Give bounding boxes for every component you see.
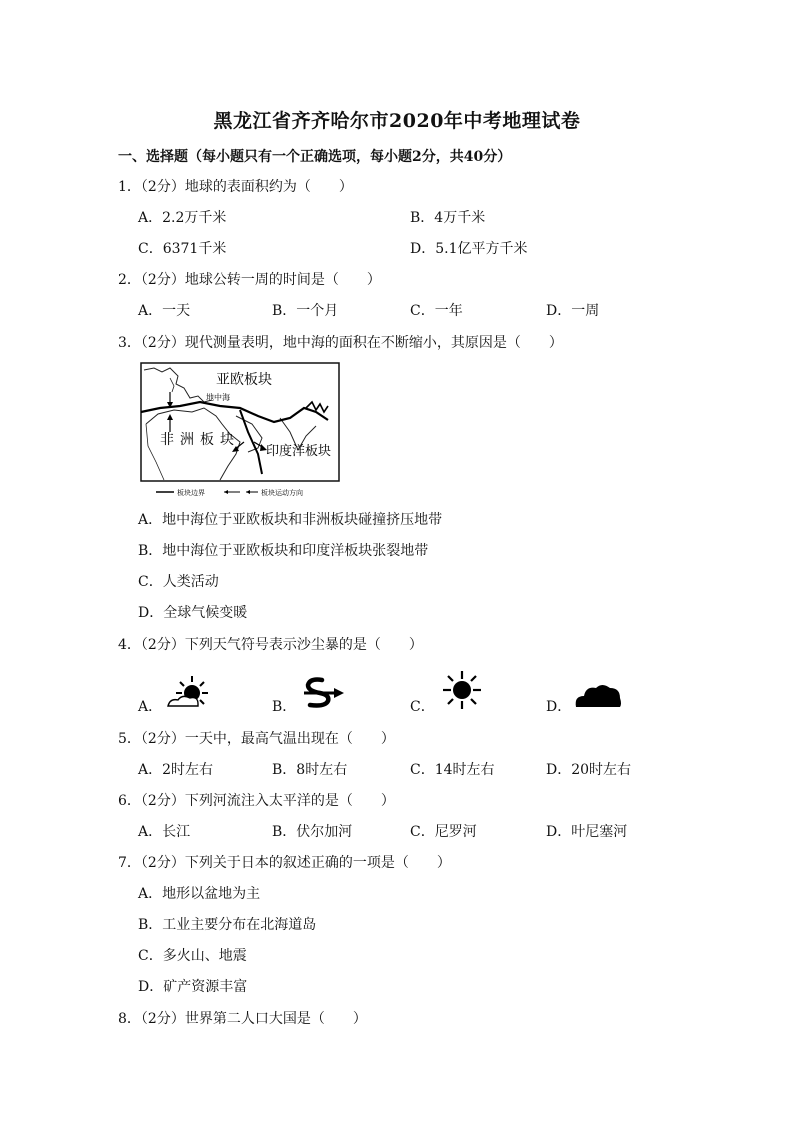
q3-option-c[interactable]: C．人类活动 — [138, 574, 219, 590]
question-6: 6．（2分）下列河流注入太平洋的是（ ） — [118, 793, 395, 809]
label-indian-ocean-plate: 印度洋板块 — [266, 444, 332, 459]
question-2: 2．（2分）地球公转一周的时间是（ ） — [118, 272, 381, 288]
question-5: 5．（2分）一天中，最高气温出现在（ ） — [118, 731, 395, 747]
q4-option-c[interactable]: C． — [410, 699, 435, 715]
question-7: 7．（2分）下列关于日本的叙述正确的一项是（ ） — [118, 855, 451, 871]
q3-option-a[interactable]: A．地中海位于亚欧板块和非洲板块碰撞挤压地带 — [138, 512, 443, 528]
section-heading: 一、选择题（每小题只有一个正确选项，每小题2分，共40分） — [118, 149, 512, 165]
label-eurasian-plate: 亚欧板块 — [216, 372, 272, 388]
q2-option-c[interactable]: C．一年 — [410, 303, 463, 319]
sun-behind-cloud-icon — [164, 674, 212, 712]
q2-option-b[interactable]: B．一个月 — [272, 303, 339, 319]
q7-option-b[interactable]: B．工业主要分布在北海道岛 — [138, 917, 317, 933]
label-african-plate: 非洲板块 — [160, 432, 240, 448]
question-8: 8．（2分）世界第二人口大国是（ ） — [118, 1011, 367, 1027]
q6-option-c[interactable]: C．尼罗河 — [410, 824, 477, 840]
q1-option-a[interactable]: A．2.2万千米 — [138, 210, 227, 226]
plate-map — [140, 362, 340, 497]
q7-option-d[interactable]: D．矿产资源丰富 — [138, 979, 248, 995]
legend-plate-boundary: 板块边界 — [177, 489, 205, 497]
q1-option-b[interactable]: B．4万千米 — [410, 210, 486, 226]
q1-option-d[interactable]: D．5.1亿平方千米 — [410, 241, 528, 257]
q4-option-a[interactable]: A． — [138, 699, 163, 715]
page-title: 黑龙江省齐齐哈尔市2020年中考地理试卷 — [213, 110, 581, 132]
question-4: 4．（2分）下列天气符号表示沙尘暴的是（ ） — [118, 637, 423, 653]
sandstorm-s-arrow-icon — [300, 676, 346, 710]
q7-option-c[interactable]: C．多火山、地震 — [138, 948, 247, 964]
q6-option-b[interactable]: B．伏尔加河 — [272, 824, 353, 840]
q4-option-d[interactable]: D． — [546, 699, 572, 715]
legend-plate-motion: 板块运动方向 — [261, 489, 303, 497]
question-3: 3．（2分）现代测量表明，地中海的面积在不断缩小，其原因是（ ） — [118, 335, 563, 351]
q5-option-b[interactable]: B．8时左右 — [272, 762, 348, 778]
q5-option-c[interactable]: C．14时左右 — [410, 762, 495, 778]
q1-option-c[interactable]: C．6371千米 — [138, 241, 227, 257]
label-mediterranean: 地中海 — [206, 393, 230, 402]
q5-option-d[interactable]: D．20时左右 — [546, 762, 632, 778]
q6-option-a[interactable]: A．长江 — [138, 824, 191, 840]
q2-option-a[interactable]: A．一天 — [138, 303, 191, 319]
q3-option-d[interactable]: D．全球气候变暖 — [138, 605, 248, 621]
q5-option-a[interactable]: A．2时左右 — [138, 762, 214, 778]
q4-option-b[interactable]: B． — [272, 699, 297, 715]
cloud-icon — [574, 682, 622, 708]
q2-option-d[interactable]: D．一周 — [546, 303, 600, 319]
sun-icon — [442, 670, 482, 710]
question-1: 1．（2分）地球的表面积约为（ ） — [118, 179, 353, 195]
q7-option-a[interactable]: A．地形以盆地为主 — [138, 886, 261, 902]
q3-option-b[interactable]: B．地中海位于亚欧板块和印度洋板块张裂地带 — [138, 543, 429, 559]
q6-option-d[interactable]: D．叶尼塞河 — [546, 824, 628, 840]
